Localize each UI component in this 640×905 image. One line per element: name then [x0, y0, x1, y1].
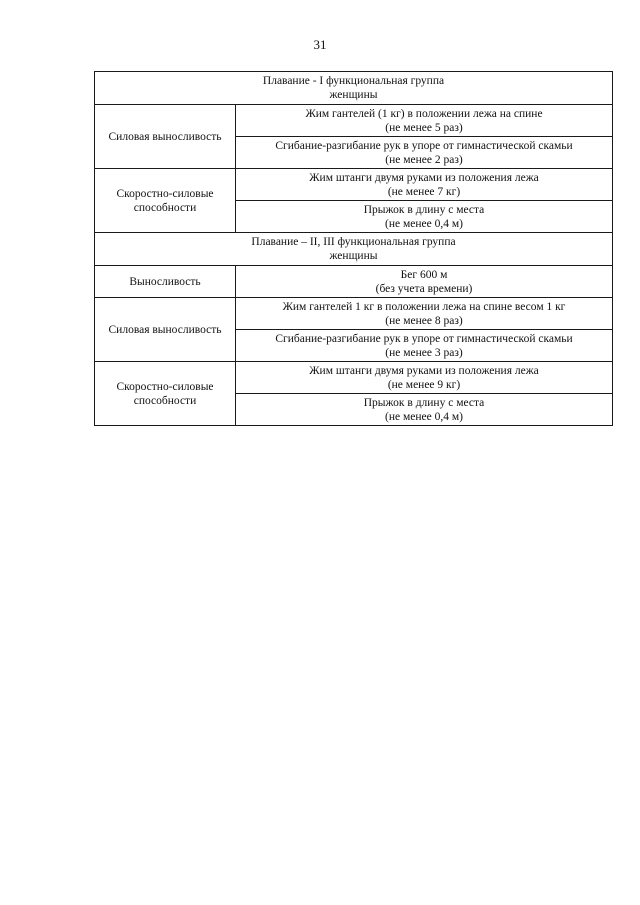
test-cell	[236, 201, 613, 233]
quality-cell	[95, 169, 236, 233]
table-row	[95, 169, 613, 201]
test-cell	[236, 362, 613, 394]
quality-cell	[95, 298, 236, 362]
test-cell	[236, 105, 613, 137]
test-name: Сгибание-разгибание рук в упоре от гимнастической скамьи	[275, 332, 573, 345]
quality-name: Скоростно-силовые	[116, 187, 214, 200]
quality-name-cont: способности	[133, 394, 197, 407]
test-cell	[236, 330, 613, 362]
section-title-cell	[95, 233, 613, 266]
test-cell	[236, 298, 613, 330]
test-name: Прыжок в длину с места	[363, 396, 485, 409]
section-title: Плавание - I функциональная группа	[262, 75, 445, 87]
section-subtitle: женщины	[329, 250, 378, 262]
test-cell	[236, 266, 613, 298]
table-row	[95, 362, 613, 394]
quality-cell	[95, 362, 236, 426]
section-title-row	[95, 72, 613, 105]
test-name: Жим штанги двумя руками из положения лежа	[309, 364, 539, 377]
test-name: Сгибание-разгибание рук в упоре от гимнастической скамьи	[275, 139, 573, 152]
quality-cell	[95, 105, 236, 169]
quality-name: Скоростно-силовые	[116, 380, 214, 393]
test-cell	[236, 137, 613, 169]
test-cell	[236, 394, 613, 426]
test-name: Жим штанги двумя руками из положения лежа	[309, 171, 539, 184]
quality-cell	[95, 266, 236, 298]
test-norm: (без учета времени)	[375, 282, 473, 295]
test-name: Жим гантелей (1 кг) в положении лежа на спине	[305, 107, 543, 120]
test-cell	[236, 169, 613, 201]
quality-name-cont: способности	[133, 201, 197, 214]
test-norm: (не менее 8 раз)	[385, 314, 463, 327]
page-number: 31	[313, 37, 327, 52]
norms-table	[94, 71, 613, 426]
test-norm: (не менее 2 раз)	[385, 153, 463, 166]
test-norm: (не менее 0,4 м)	[385, 410, 463, 423]
table-row	[95, 105, 613, 137]
test-name: Бег 600 м	[400, 268, 448, 281]
section-subtitle: женщины	[329, 89, 378, 101]
table-row	[95, 266, 613, 298]
test-norm: (не менее 3 раз)	[385, 346, 463, 359]
quality-name: Силовая выносливость	[108, 323, 222, 336]
test-name: Жим гантелей 1 кг в положении лежа на спине весом 1 кг	[282, 300, 566, 313]
table-row	[95, 298, 613, 330]
test-norm: (не менее 7 кг)	[387, 185, 461, 198]
section-title: Плавание – II, III функциональная группа	[251, 236, 456, 248]
section-title-row	[95, 233, 613, 266]
test-norm: (не менее 0,4 м)	[385, 217, 463, 230]
test-name: Прыжок в длину с места	[363, 203, 485, 216]
section-title-cell	[95, 72, 613, 105]
quality-name: Выносливость	[129, 275, 201, 288]
test-norm: (не менее 5 раз)	[385, 121, 463, 134]
quality-name: Силовая выносливость	[108, 130, 222, 143]
test-norm: (не менее 9 кг)	[387, 378, 461, 391]
